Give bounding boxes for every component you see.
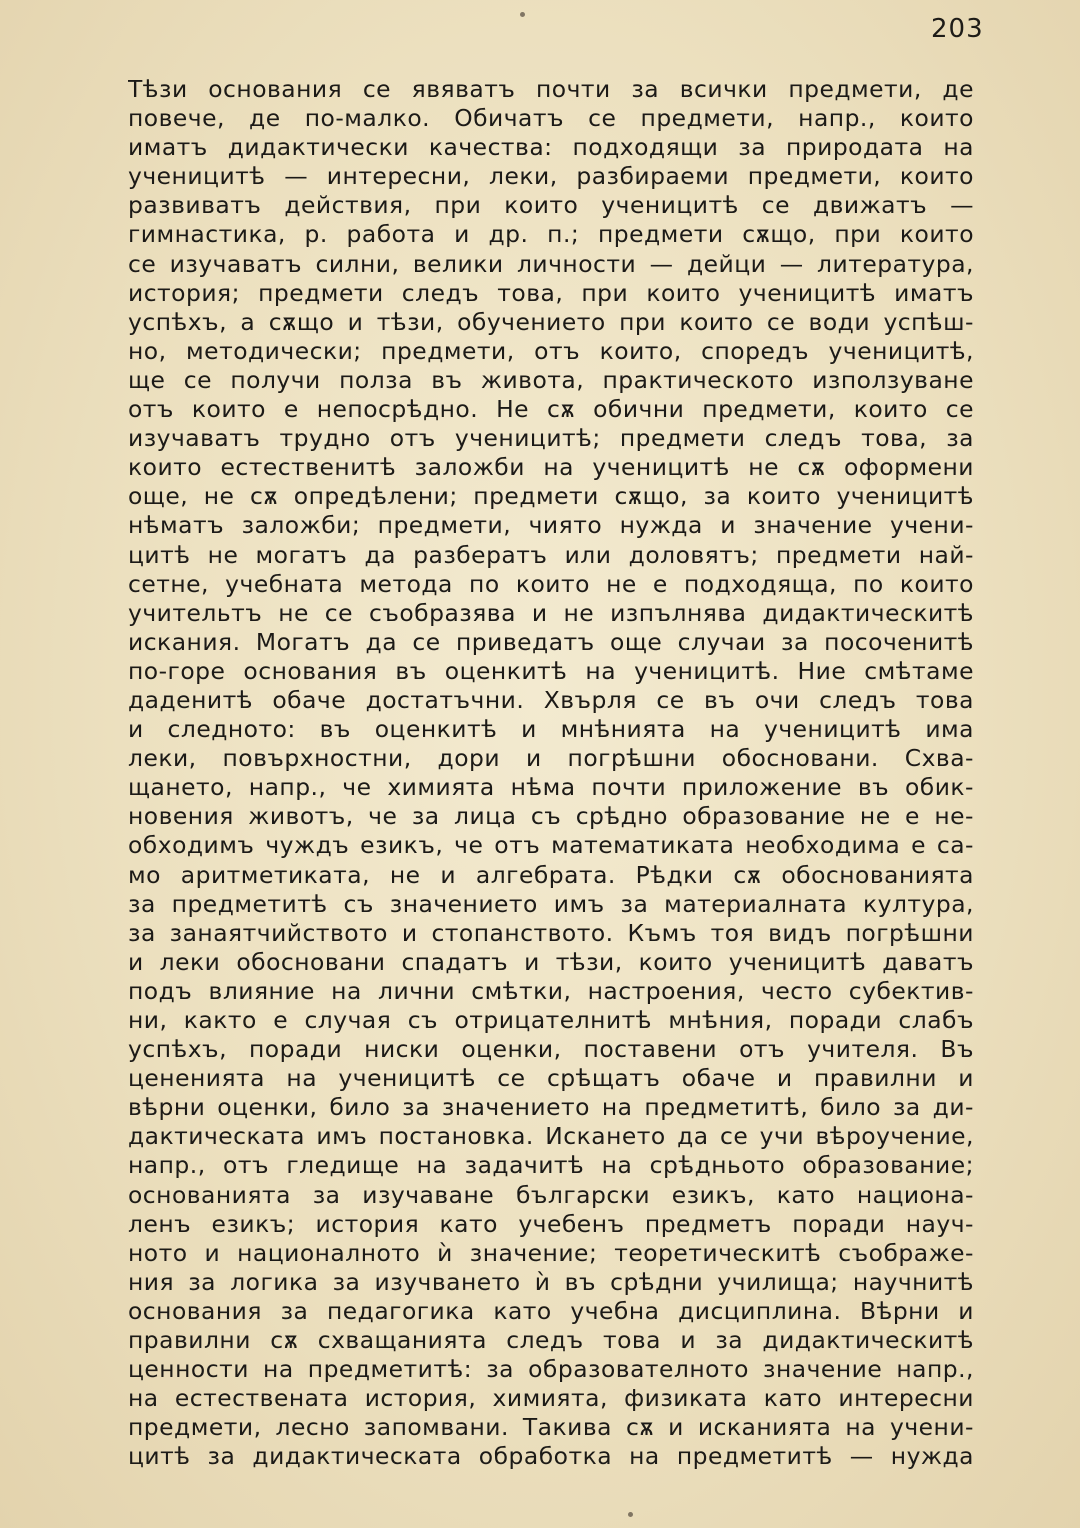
text-line: леки, повърхностни, дори и погрѣшни обосновани. Схва-	[128, 744, 974, 773]
text-line: които естественитѣ заложби на ученицитѣ не сѫ оформени	[128, 453, 974, 482]
text-line: основания за педагогика като учебна дисциплина. Вѣрни и	[128, 1296, 974, 1325]
text-line: и леки обосновани спадатъ и тѣзи, които ученицитѣ даватъ	[128, 947, 974, 976]
text-line: цитѣ за дидактическата обработка на предметитѣ — нужда	[128, 1442, 974, 1471]
text-line: изучаватъ трудно отъ ученицитѣ; предмети следъ това, за	[128, 424, 974, 453]
text-line: нѣматъ заложби; предмети, чиято нужда и значение учени-	[128, 511, 974, 540]
text-line: цененията на ученицитѣ се срѣщатъ обаче и правилни и	[128, 1064, 974, 1093]
text-line: напр., отъ гледище на задачитѣ на срѣдньото образование;	[128, 1151, 974, 1180]
text-line: история; предмети следъ това, при които ученицитѣ иматъ	[128, 278, 974, 307]
text-line: ния за логика за изучването ѝ въ срѣдни училища; научнитѣ	[128, 1267, 974, 1296]
text-line: се изучаватъ силни, велики личности — дейци — литература,	[128, 249, 974, 278]
text-line: Тѣзи основания се явяватъ почти за всички предмети, де	[128, 75, 974, 103]
text-line: дактическата имъ постановка. Искането да се учи вѣроучение,	[128, 1122, 974, 1151]
text-line: учительтъ не се съобразява и не изпълнява дидактическитѣ	[128, 598, 974, 627]
text-line: за занаятчийството и стопанството. Къмъ тоя видъ погрѣшни	[128, 918, 974, 947]
text-line: цитѣ не могатъ да разбератъ или доловятъ; предмети най-	[128, 540, 974, 569]
print-speck	[628, 1512, 633, 1517]
text-line: ще се получи полза въ живота, практическото използуване	[128, 365, 974, 394]
text-line: основанията за изучаване български езикъ, като национа-	[128, 1180, 974, 1209]
text-line: но, методически; предмети, отъ които, споредъ ученицитѣ,	[128, 336, 974, 365]
print-speck	[520, 12, 525, 17]
text-line: предмети, лесно запомвани. Такива сѫ и исканията на учени-	[128, 1413, 974, 1442]
text-line: по-горе основания въ оценкитѣ на ученицитѣ. Ние смѣтаме	[128, 656, 974, 685]
body-text	[128, 75, 974, 1472]
text-line: ценности на предметитѣ: за образователното значение напр.,	[128, 1355, 974, 1384]
text-line: за предметитѣ съ значението имъ за материалната култура,	[128, 889, 974, 918]
text-line: искания. Могатъ да се приведатъ още случаи за посоченитѣ	[128, 627, 974, 656]
text-line: отъ които е непосрѣдно. Не сѫ обични предмети, които се	[128, 395, 974, 424]
text-line: развиватъ действия, при които ученицитѣ се движатъ —	[128, 191, 974, 220]
text-line: ното и националното ѝ значение; теоретическитѣ съображе-	[128, 1238, 974, 1267]
text-line: още, не сѫ опредѣлени; предмети сѫщо, за които ученицитѣ	[128, 482, 974, 511]
text-line: гимнастика, р. работа и др. п.; предмети сѫщо, при които	[128, 220, 974, 249]
text-line: правилни сѫ схващанията следъ това и за дидактическитѣ	[128, 1326, 974, 1355]
text-line: сетне, учебната метода по които не е подходяща, по които	[128, 569, 974, 598]
text-line: новения животъ, че за лица съ срѣдно образование не е не-	[128, 802, 974, 831]
text-line: мо аритметиката, не и алгебрата. Рѣдки сѫ обоснованията	[128, 860, 974, 889]
text-line: подъ влияние на лични смѣтки, настроения, често субектив-	[128, 976, 974, 1005]
text-line: иматъ дидактически качества: подходящи за природата на	[128, 133, 974, 162]
text-line: на естествената история, химията, физиката като интересни	[128, 1384, 974, 1413]
text-line: обходимъ чуждъ езикъ, че отъ математиката необходима е са-	[128, 831, 974, 860]
text-line: повече, де по-малко. Обичатъ се предмети, напр., които	[128, 104, 974, 133]
text-line: успѣхъ, поради ниски оценки, поставени отъ учителя. Въ	[128, 1035, 974, 1064]
text-line: ленъ езикъ; история като учебенъ предметъ поради науч-	[128, 1209, 974, 1238]
text-line: и следното: въ оценкитѣ и мнѣнията на ученицитѣ има	[128, 715, 974, 744]
text-line: успѣхъ, а сѫщо и тѣзи, обучението при които се води успѣш-	[128, 307, 974, 336]
text-line: ни, както е случая съ отрицателнитѣ мнѣния, поради слабъ	[128, 1006, 974, 1034]
text-line: щането, напр., че химията нѣма почти приложение въ обик-	[128, 773, 974, 802]
page-number: 203	[931, 14, 984, 44]
text-line: даденитѣ обаче достатъчни. Хвърля се въ очи следъ това	[128, 685, 974, 714]
text-line: ученицитѣ — интересни, леки, разбираеми предмети, които	[128, 162, 974, 191]
text-line: вѣрни оценки, било за значението на предметитѣ, било за ди-	[128, 1093, 974, 1122]
